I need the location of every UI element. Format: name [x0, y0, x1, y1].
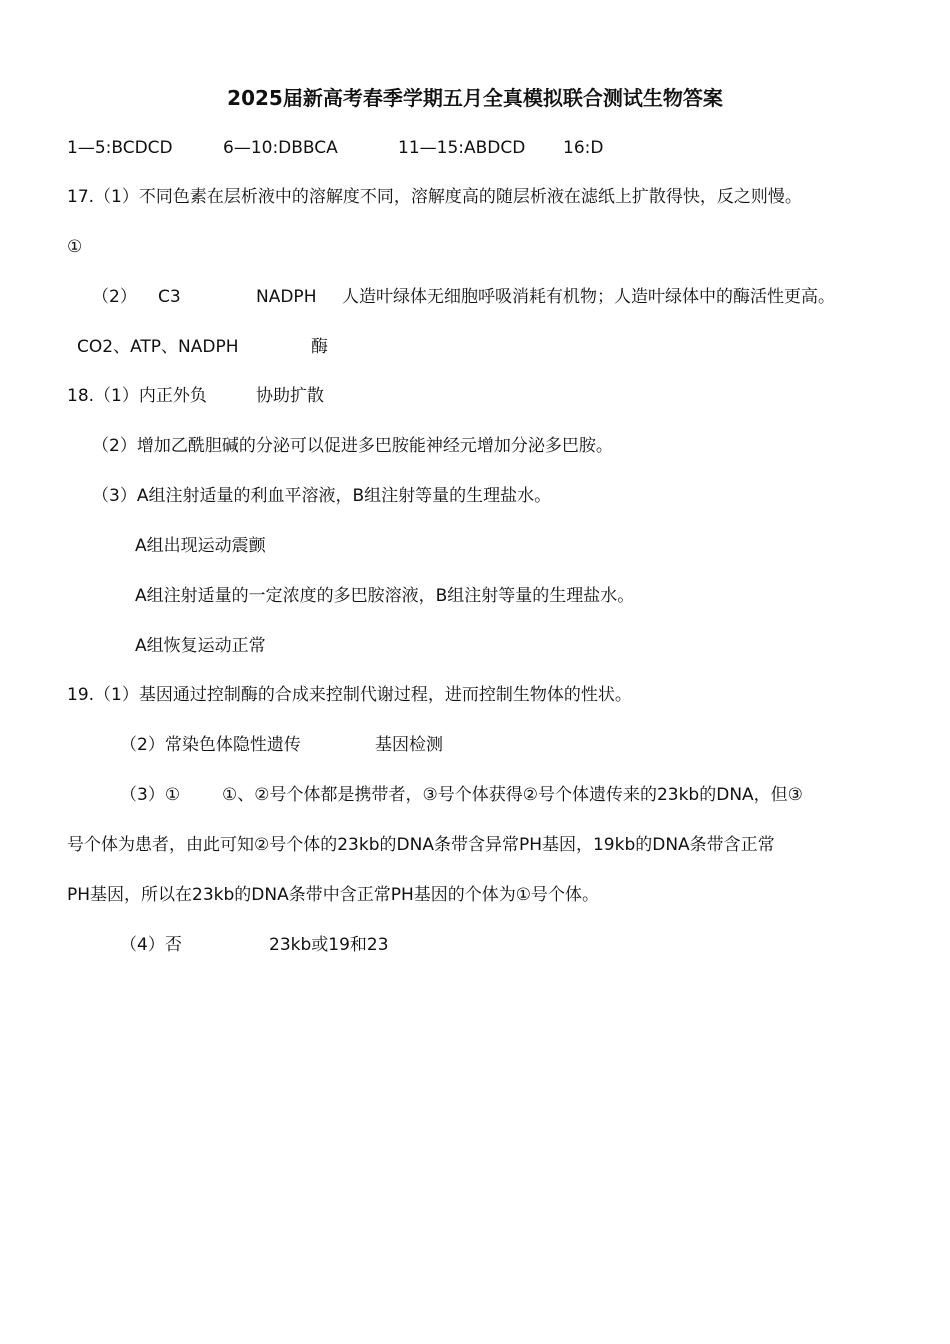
choice-answers-row — [0, 136, 950, 160]
q19-part3-label: （3）① — [120, 785, 181, 805]
q19-part2-answer-a: （2）常染色体隐性遗传 — [120, 735, 301, 755]
q19-part4-answer-b: 23kb或19和23 — [269, 935, 389, 955]
q18-part3-b: A组出现运动震颤 — [135, 536, 266, 556]
q17-part2-answer-d: CO2、ATP、NADPH — [77, 337, 239, 357]
q18-part3-c: A组注射适量的一定浓度的多巴胺溶液，B组注射等量的生理盐水。 — [135, 586, 635, 606]
q19-part4-answer-a: （4）否 — [120, 935, 182, 955]
q18-part2: （2）增加乙酰胆碱的分泌可以促进多巴胺能神经元增加分泌多巴胺。 — [92, 436, 613, 456]
q19-part1: 19.（1）基因通过控制酶的合成来控制代谢过程，进而控制生物体的性状。 — [67, 685, 632, 705]
choice-answer-16: 16:D — [563, 138, 604, 158]
page-title: 2025届新高考春季学期五月全真模拟联合测试生物答案 — [227, 86, 723, 110]
q17-part2-answer-a: C3 — [158, 287, 181, 307]
choice-answer-1-5: 1—5:BCDCD — [67, 138, 173, 158]
q18-part3-d: A组恢复运动正常 — [135, 636, 266, 656]
q18-part1-row — [0, 384, 950, 408]
q17-part2-answer-c: 人造叶绿体无细胞呼吸消耗有机物；人造叶绿体中的酶活性更高。 — [342, 287, 835, 307]
q18-part1-answer-b: 协助扩散 — [256, 386, 324, 406]
choice-answer-11-15: 11—15:ABDCD — [398, 138, 526, 158]
q18-part1-answer-a: 18.（1）内正外负 — [67, 386, 207, 406]
q19-part2-answer-b: 基因检测 — [375, 735, 443, 755]
q17-part2-row — [0, 285, 950, 309]
q17-part1-extra: ① — [67, 237, 83, 257]
q19-part2-row — [0, 733, 950, 757]
q17-part2-answer-b: NADPH — [256, 287, 317, 307]
q17-part1: 17.（1）不同色素在层析液中的溶解度不同，溶解度高的随层析液在滤纸上扩散得快，反之则慢。 — [67, 187, 802, 207]
q17-part2-row2 — [0, 335, 950, 359]
q19-part4-row — [0, 933, 950, 957]
q19-part3-line2: 号个体为患者，由此可知②号个体的23kb的DNA条带含异常PH基因，19kb的DNA条带含正常 — [67, 835, 775, 855]
q19-part3-line1: ①、②号个体都是携带者，③号个体获得②号个体遗传来的23kb的DNA，但③ — [222, 785, 803, 805]
q18-part3-a: （3）A组注射适量的利血平溶液，B组注射等量的生理盐水。 — [92, 486, 552, 506]
q17-part2-label: （2） — [92, 287, 137, 307]
q17-part2-answer-e: 酶 — [311, 337, 328, 357]
q19-part3-row1 — [0, 783, 950, 807]
choice-answer-6-10: 6—10:DBBCA — [223, 138, 338, 158]
q19-part3-line3: PH基因，所以在23kb的DNA条带中含正常PH基因的个体为①号个体。 — [67, 885, 600, 905]
